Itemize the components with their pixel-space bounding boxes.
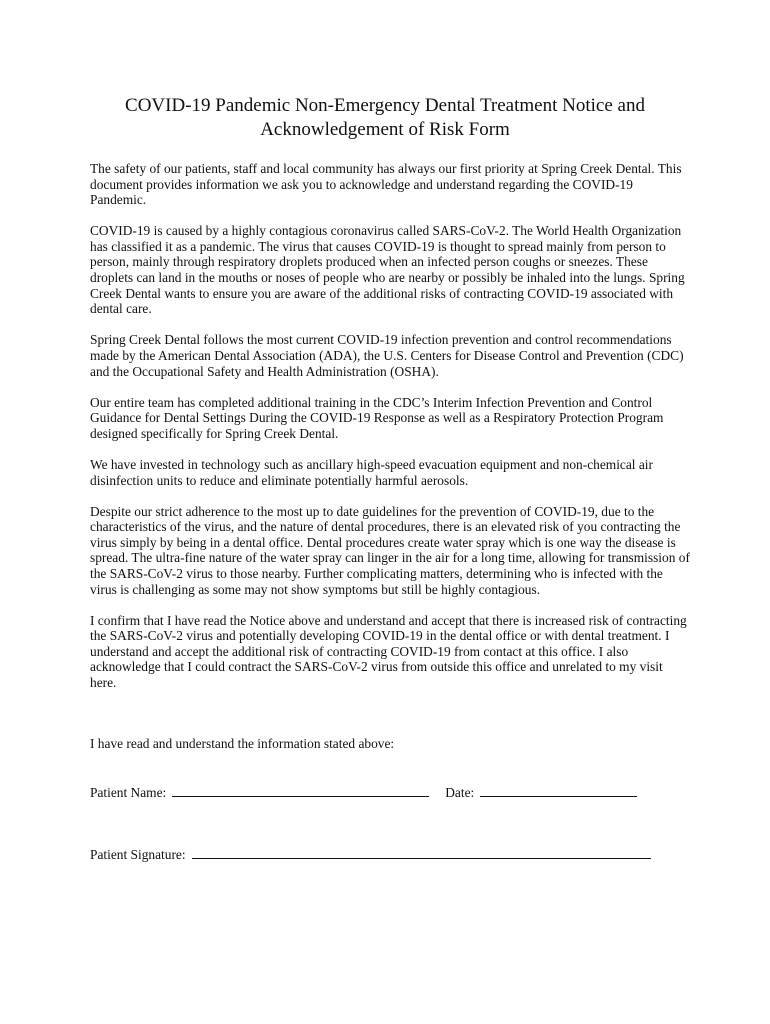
title-line-2: Acknowledgement of Risk Form xyxy=(260,119,510,140)
paragraph-guidelines: Spring Creek Dental follows the most current COVID-19 infection prevention and control recommendations made by the American Dental Association (ADA), the U.S. Centers for Disease Control and Prevention (CDC) and the Occupational Safety and Health Administration (OSHA). xyxy=(90,332,684,379)
patient-name-label: Patient Name: xyxy=(90,785,167,800)
signature-field[interactable] xyxy=(192,845,651,859)
paragraph-training: Our entire team has completed additional training in the CDC’s Interim Infection Prevention and Control Guidance for Dental Settings During the COVID-19 Response as well as a Respiratory Protection Program designed specifically for Spring Creek Dental. xyxy=(90,394,664,441)
patient-name-row xyxy=(90,783,690,801)
paragraph-safety: The safety of our patients, staff and local community has always our first priority at Spring Creek Dental. This document provides information we ask you to acknowledge and understand regarding the COVID-19 Pandemic. xyxy=(90,161,682,208)
paragraph-covid-info: COVID-19 is caused by a highly contagious coronavirus called SARS-CoV-2. The World Health Organization has classified it as a pandemic. The virus that causes COVID-19 is thought to spread mainly from person to person, mainly through respiratory droplets produced when an infected person coughs or sneezes. These droplets can land in the mouths or noses of people who are nearby or possibly be inhaled into the lungs. Spring Creek Dental wants to ensure you are aware of the additional risks of contracting COVID-19 associated with dental care. xyxy=(90,223,685,317)
signature-row xyxy=(90,845,690,863)
date-label: Date: xyxy=(445,785,475,800)
confirm-statement: I have read and understand the information stated above: xyxy=(90,736,395,751)
title-line-1: COVID-19 Pandemic Non-Emergency Dental Treatment Notice and xyxy=(125,95,645,116)
paragraph-technology: We have invested in technology such as ancillary high-speed evacuation equipment and non-chemical air disinfection units to reduce and eliminate potentially harmful aerosols. xyxy=(90,456,653,488)
signature-label: Patient Signature: xyxy=(90,847,186,862)
paragraph-risk: Despite our strict adherence to the most up to date guidelines for the prevention of COVID-19, due to the characteristics of the virus, and the nature of dental procedures, there is an elevated risk of you contracting the virus simply by being in a dental office. Dental procedures create water spray which is one way the disease is spread. The ultra-fine nature of the water spray can linger in the air for a long time, allowing for transmission of the SARS-CoV-2 virus to those nearby. Further complicating matters, determining who is infected with the virus is challenging as some may not show symptoms but still be highly contagious. xyxy=(90,503,690,597)
date-field[interactable] xyxy=(480,783,637,797)
patient-name-field[interactable] xyxy=(172,783,429,797)
document-body xyxy=(90,161,690,706)
paragraph-confirmation: I confirm that I have read the Notice above and understand and accept that there is increased risk of contracting the SARS-CoV-2 virus and potentially developing COVID-19 in the dental office or with dental treatment. I understand and accept the additional risk of contracting COVID-19 from contact at this office. I also acknowledge that I could contract the SARS-CoV-2 virus from outside this office and unrelated to my visit here. xyxy=(90,612,687,691)
document-title xyxy=(60,94,710,142)
